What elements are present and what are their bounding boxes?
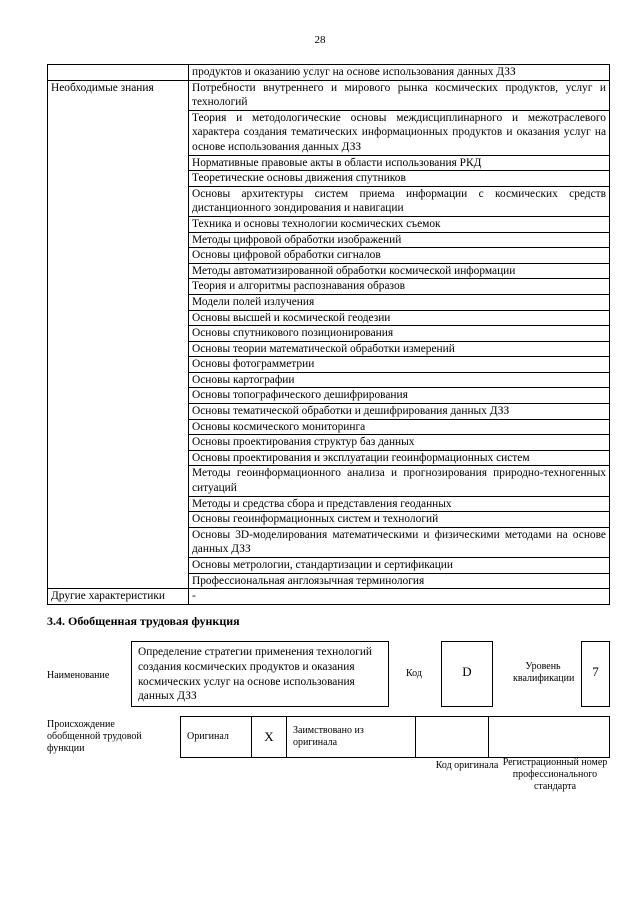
knowledge-item: Нормативные правовые акты в области использования РКД (189, 155, 610, 171)
function-name-box: Определение стратегии применения технологий создания космических продуктов и оказания космических услуг на основе использования данных ДЗЗ (131, 641, 389, 707)
other-characteristics-value: - (189, 589, 610, 605)
knowledge-item: Техника и основы технологии космических съемок (189, 216, 610, 232)
knowledge-item: Основы спутникового позиционирования (189, 326, 610, 342)
original-code-caption: Код оригинала (435, 760, 499, 771)
knowledge-item: Основы фотограмметрии (189, 357, 610, 373)
knowledge-item: Основы картографии (189, 372, 610, 388)
knowledge-item: Основы проектирования структур баз данных (189, 435, 610, 451)
knowledge-item: Модели полей излучения (189, 294, 610, 310)
knowledge-item: Теория и алгоритмы распознавания образов (189, 279, 610, 295)
other-characteristics-label: Другие характеристики (48, 589, 189, 605)
knowledge-item: Основы теории математической обработки измерений (189, 341, 610, 357)
knowledge-item: Методы геоинформационного анализа и прогнозирования природно-техногенных ситуаций (189, 466, 610, 496)
knowledge-label: Необходимые знания (48, 80, 189, 589)
code-value-box: D (441, 641, 493, 707)
knowledge-item: Теория и методологические основы междисциплинарного и межотраслевого характера создания тематических информационных продуктов и оказания услуг на основе использования данных ДЗЗ (189, 110, 610, 155)
page-number: 28 (314, 34, 326, 46)
origin-table (180, 716, 610, 758)
registration-number-cell (489, 717, 610, 758)
knowledge-item: Методы автоматизированной обработки космической информации (189, 263, 610, 279)
knowledge-item: Профессиональная англоязычная терминология (189, 573, 610, 589)
knowledge-item: Методы и средства сбора и представления геоданных (189, 496, 610, 512)
knowledge-item: Основы метрологии, стандартизации и сертификации (189, 558, 610, 574)
knowledge-item: Основы высшей и космической геодезии (189, 310, 610, 326)
original-code-cell (416, 717, 489, 758)
original-mark-cell: X (252, 717, 287, 758)
knowledge-item: Основы цифровой обработки сигналов (189, 248, 610, 264)
knowledge-item: Потребности внутреннего и мирового рынка космических продуктов, услуг и технологий (189, 80, 610, 110)
code-label: Код (406, 668, 422, 679)
table-row (48, 80, 610, 110)
borrowed-label-cell: Заимствовано из оригинала (287, 717, 416, 758)
section-title: 3.4. Обобщенная трудовая функция (47, 614, 240, 628)
knowledge-item: Теоретические основы движения спутников (189, 171, 610, 187)
knowledge-item: Основы 3D-моделирования математическими и физическими методами на основе данных ДЗЗ (189, 527, 610, 557)
table-row (48, 589, 610, 605)
origin-label: Происхождение обобщенной трудовой функции (47, 719, 142, 754)
knowledge-item: Основы топографического дешифрирования (189, 388, 610, 404)
knowledge-item: Основы геоинформационных систем и технологий (189, 512, 610, 528)
original-label-cell: Оригинал (181, 717, 252, 758)
name-label: Наименование (47, 670, 110, 681)
knowledge-table (47, 64, 610, 605)
knowledge-item: Основы архитектуры систем приема информации с космических средств дистанционного зондирования и навигации (189, 186, 610, 216)
qualification-level-label: Уровень квалификации (513, 661, 575, 684)
knowledge-item: Основы проектирования и эксплуатации геоинформационных систем (189, 450, 610, 466)
table-row (48, 65, 610, 81)
qualification-level-box: 7 (581, 641, 610, 707)
empty-label-cell (48, 65, 189, 81)
continuation-cell: продуктов и оказанию услуг на основе использования данных ДЗЗ (189, 65, 610, 81)
knowledge-item: Основы космического мониторинга (189, 419, 610, 435)
registration-number-caption: Регистрационный номер профессионального стандарта (502, 757, 608, 792)
knowledge-item: Основы тематической обработки и дешифрирования данных ДЗЗ (189, 404, 610, 420)
knowledge-item: Методы цифровой обработки изображений (189, 232, 610, 248)
